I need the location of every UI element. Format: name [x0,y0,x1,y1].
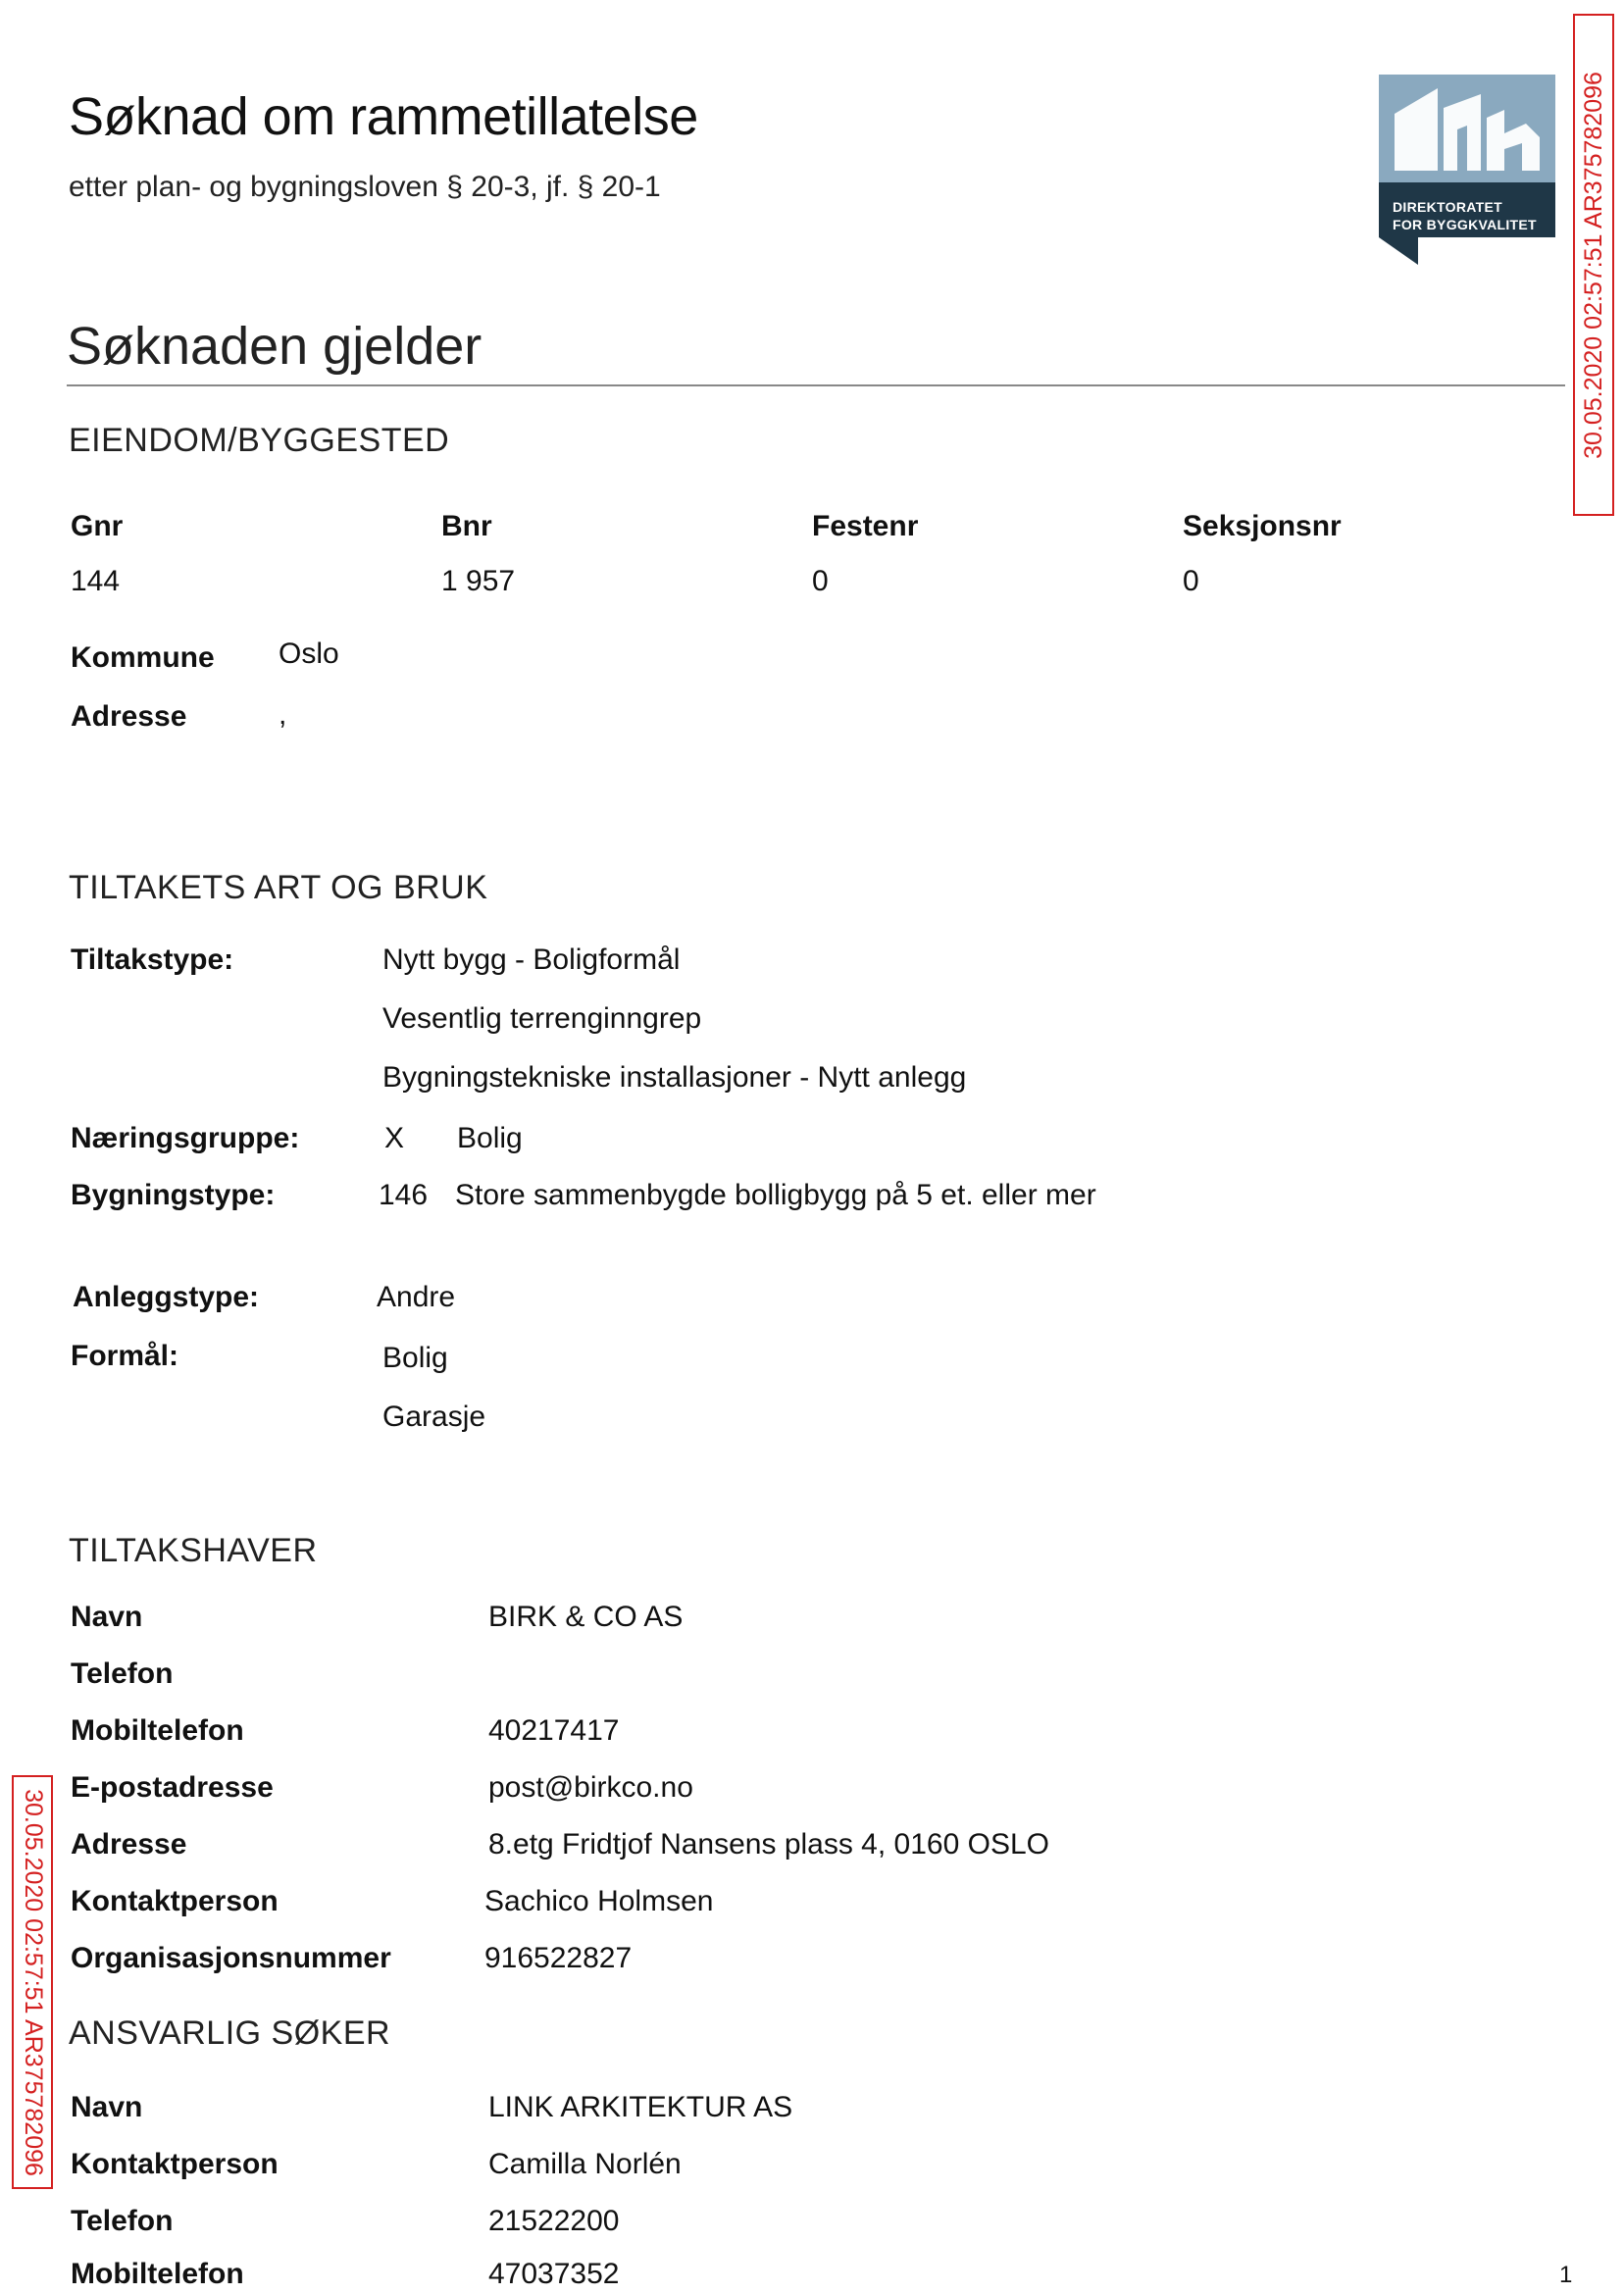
festenr-label: Festenr [812,510,919,542]
logo-text: DIREKTORATET FOR BYGGKVALITET [1393,199,1537,232]
ansvarlig-mobil-value: 47037352 [488,2258,620,2290]
tiltakshaver-kontakt-value: Sachico Holmsen [484,1885,714,1917]
tiltakshaver-navn-value: BIRK & CO AS [488,1601,684,1633]
gnr-value: 144 [71,565,121,597]
tiltakshaver-telefon-label: Telefon [71,1657,174,1690]
bnr-value: 1 957 [441,565,516,597]
kommune-value: Oslo [279,637,339,670]
tiltakshaver-mobil-label: Mobiltelefon [71,1714,244,1747]
formal-label: Formål: [71,1340,179,1372]
tiltakshaver-navn-label: Navn [71,1601,143,1633]
naeringsgruppe-code: X [384,1122,405,1154]
tiltakshaver-orgnr-label: Organisasjonsnummer [71,1942,391,1974]
page-title: Søknad om rammetillatelse [69,87,698,146]
tiltakstype-value-1: Nytt bygg - Boligformål [382,943,681,976]
adresse-label: Adresse [71,700,187,733]
naeringsgruppe-value: Bolig [457,1122,523,1154]
section-title: Søknaden gjelder [67,317,482,376]
adresse-value: , [279,698,287,731]
tiltakstype-value-3: Bygningstekniske installasjoner - Nytt anlegg [382,1061,967,1094]
page-number: 1 [1559,2262,1573,2288]
tiltakshaver-orgnr-value: 916522827 [484,1942,633,1974]
naeringsgruppe-label: Næringsgruppe: [71,1122,300,1154]
tiltakshaver-epost-value: post@birkco.no [488,1771,693,1804]
formal-value-1: Bolig [382,1342,448,1374]
bygningstype-code: 146 [379,1179,429,1211]
tiltakshaver-mobil-value: 40217417 [488,1714,620,1747]
timestamp-stamp-top: 30.05.2020 02:57:51 AR375782096 [1573,14,1614,516]
building-logo-icon [1379,75,1555,265]
ansvarlig-telefon-value: 21522200 [488,2205,620,2237]
tiltakshaver-kontakt-label: Kontaktperson [71,1885,279,1917]
eiendom-heading: EIENDOM/BYGGESTED [69,422,450,459]
seksjonsnr-label: Seksjonsnr [1183,510,1342,542]
anleggstype-label: Anleggstype: [73,1281,260,1313]
festenr-value: 0 [812,565,829,597]
ansvarlig-kontakt-value: Camilla Norlén [488,2148,682,2180]
tiltakshaver-adresse-value: 8.etg Fridtjof Nansens plass 4, 0160 OSLO [488,1828,1049,1861]
kommune-label: Kommune [71,641,215,674]
section-divider [67,384,1565,386]
ansvarlig-kontakt-label: Kontaktperson [71,2148,279,2180]
formal-value-2: Garasje [382,1401,486,1433]
bnr-label: Bnr [441,510,492,542]
ansvarlig-telefon-label: Telefon [71,2205,174,2237]
ansvarlig-navn-value: LINK ARKITEKTUR AS [488,2091,793,2123]
tiltakshaver-adresse-label: Adresse [71,1828,187,1861]
anleggstype-value: Andre [377,1281,456,1313]
seksjonsnr-value: 0 [1183,565,1199,597]
tiltakstype-value-2: Vesentlig terrenginngrep [382,1002,702,1035]
ansvarlig-mobil-label: Mobiltelefon [71,2258,244,2290]
tiltakshaver-epost-label: E-postadresse [71,1771,274,1804]
gnr-label: Gnr [71,510,124,542]
bygningstype-value: Store sammenbygde bolligbygg på 5 et. eller mer [455,1179,1096,1211]
dibk-logo [1379,75,1555,265]
bygningstype-label: Bygningstype: [71,1179,276,1211]
timestamp-stamp-left: 30.05.2020 02:57:51 AR375782096 [12,1775,53,2189]
tiltakstype-label: Tiltakstype: [71,943,234,976]
page-subtitle: etter plan- og bygningsloven § 20-3, jf. § 20-1 [69,171,661,203]
ansvarlig-navn-label: Navn [71,2091,143,2123]
ansvarlig-heading: ANSVARLIG SØKER [69,2014,391,2052]
tiltakshaver-heading: TILTAKSHAVER [69,1532,318,1569]
tiltak-heading: TILTAKETS ART OG BRUK [69,869,488,906]
